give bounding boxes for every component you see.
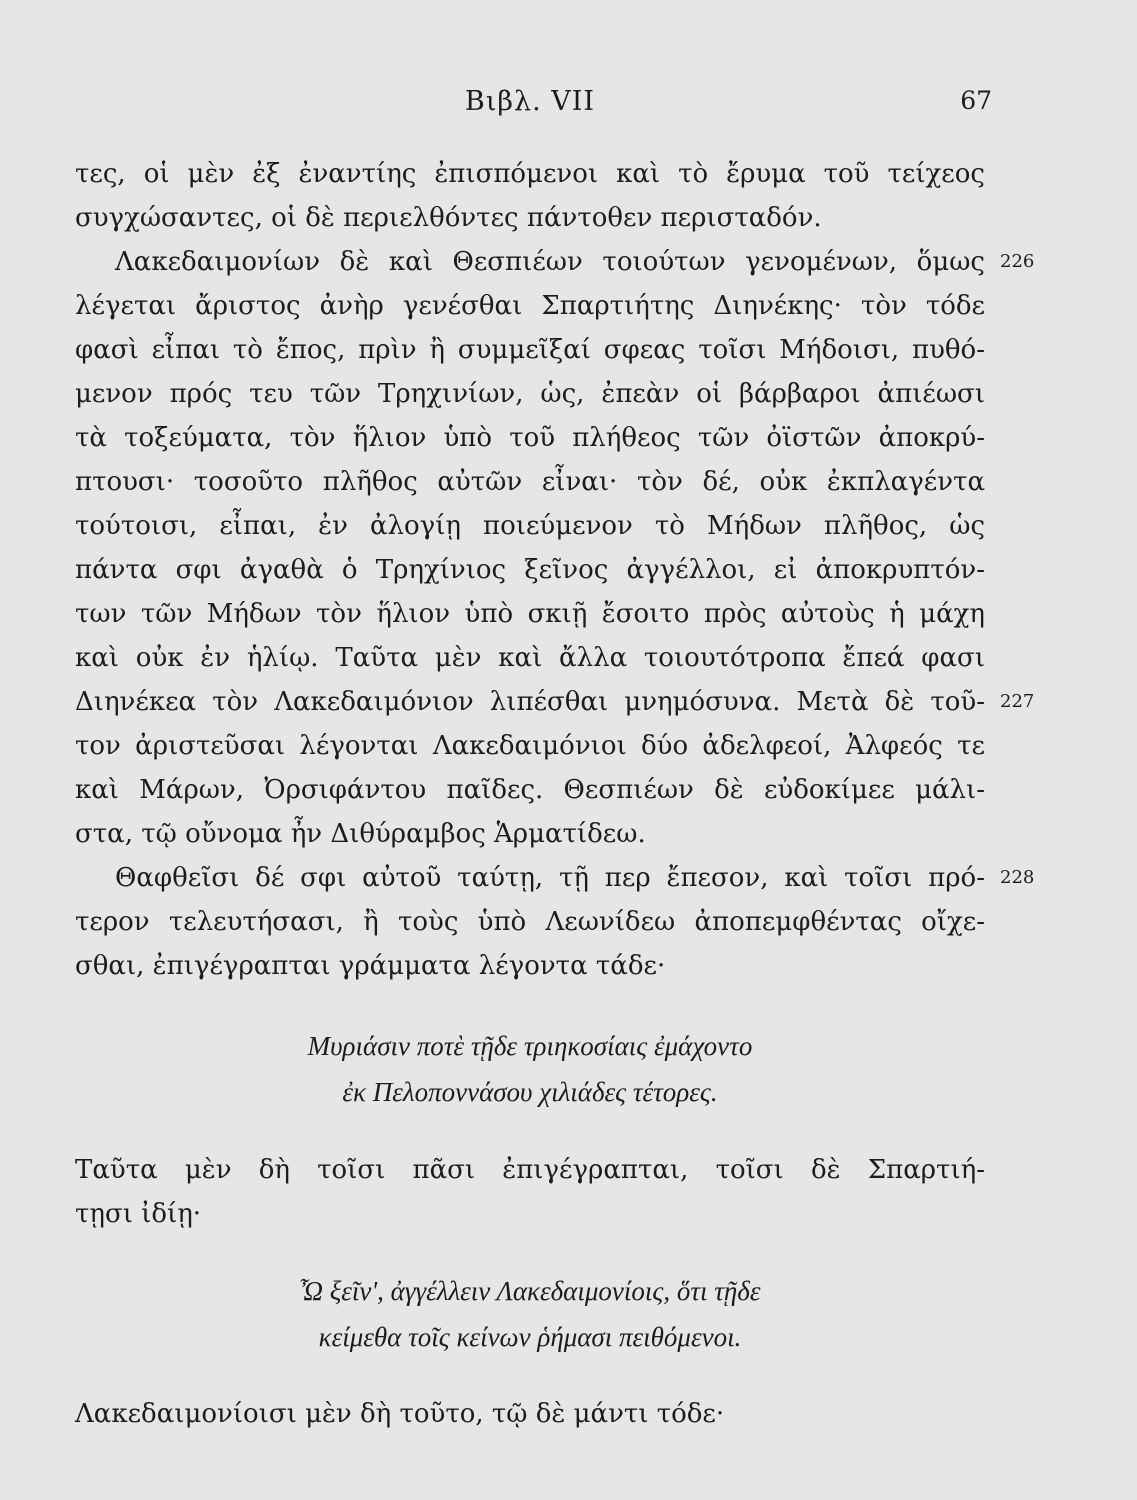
text-line: μενον πρός τευ τῶν Τρηχινίων, ὡς, ἐπεὰν οἱ βάρβαροι ἀπιέωσι [75, 379, 985, 409]
section-number: 227 [1000, 691, 1035, 712]
text-line: Θαφθεῖσι δέ σφι αὐτοῦ ταύτῃ, τῇ περ ἔπεσον, καὶ τοῖσι πρό- [115, 863, 985, 893]
text-line: Ταῦτα μὲν δὴ τοῖσι πᾶσι ἐπιγέγραπται, τοῖσι δὲ Σπαρτιή- [75, 1155, 985, 1185]
text-line: τερον τελευτήσασι, ἢ τοὺς ὑπὸ Λεωνίδεω ἀποπεμφθέντας οἴχε- [75, 907, 985, 937]
epigram-line: Μυριάσιν ποτὲ τῇδε τριηκοσίαις ἐμάχοντο [307, 1031, 753, 1061]
epigram-line: ἐκ Πελοποννάσου χιλιάδες τέτορες. [342, 1077, 718, 1107]
text-line: τούτοισι, εἶπαι, ἐν ἀλογίῃ ποιεύμενον τὸ Μήδων πλῆθος, ὡς [75, 511, 985, 541]
text-line: των τῶν Μήδων τὸν ἥλιον ὑπὸ σκιῇ ἔσοιτο πρὸς αὐτοὺς ἡ μάχη [75, 599, 985, 629]
running-head: Βιβλ. VII [464, 86, 596, 117]
text-line: Λακεδαιμονίων δὲ καὶ Θεσπιέων τοιούτων γενομένων, ὅμως [115, 247, 985, 277]
text-line: συγχώσαντες, οἱ δὲ περιελθόντες πάντοθεν περισταδόν. [75, 203, 822, 233]
epigram-line: κείμεθα τοῖς κείνων ῥήμασι πειθόμενοι. [318, 1322, 742, 1352]
text-line: καὶ Μάρων, Ὀρσιφάντου παῖδες. Θεσπιέων δὲ εὐδοκίμεε μάλι- [75, 775, 985, 805]
text-line: τον ἀριστεῦσαι λέγονται Λακεδαιμόνιοι δύο ἀδελφεοί, Ἀλφεός τε [75, 731, 985, 761]
section-number: 228 [1000, 867, 1035, 888]
text-line: σθαι, ἐπιγέγραπται γράμματα λέγοντα τάδε· [75, 951, 666, 981]
text-line: φασὶ εἶπαι τὸ ἔπος, πρὶν ἢ συμμεῖξαί σφεας τοῖσι Μήδοισι, πυθό- [75, 335, 985, 365]
text-line: τὰ τοξεύματα, τὸν ἥλιον ὑπὸ τοῦ πλήθεος τῶν ὀϊστῶν ἀποκρύ- [75, 423, 985, 453]
text-line: τες, οἱ μὲν ἐξ ἐναντίης ἐπισπόμενοι καὶ τὸ ἔρυμα τοῦ τείχεος [75, 159, 985, 189]
section-number: 226 [1000, 251, 1035, 272]
text-line: τῃσι ἰδίῃ· [75, 1199, 202, 1229]
page-number: 67 [960, 86, 992, 115]
text-line: Λακεδαιμονίοισι μὲν δὴ τοῦτο, τῷ δὲ μάντι τόδε· [75, 1399, 725, 1429]
text-line: καὶ οὐκ ἐν ἡλίῳ. Ταῦτα μὲν καὶ ἄλλα τοιουτότροπα ἔπεά φασι [75, 643, 985, 673]
text-line: πάντα σφι ἀγαθὰ ὁ Τρηχίνιος ξεῖνος ἀγγέλλοι, εἰ ἀποκρυπτόν- [75, 555, 985, 585]
text-line: Διηνέκεα τὸν Λακεδαιμόνιον λιπέσθαι μνημόσυνα. Μετὰ δὲ τοῦ- [75, 687, 985, 717]
text-line: λέγεται ἄριστος ἀνὴρ γενέσθαι Σπαρτιήτης Διηνέκης· τὸν τόδε [75, 291, 985, 321]
epigram-line: Ὦ ξεῖν', ἀγγέλλειν Λακεδαιμονίοις, ὅτι τῇδε [299, 1276, 761, 1306]
text-line: στα, τῷ οὔνομα ἦν Διθύραμβος Ἁρματίδεω. [75, 819, 646, 849]
text-line: πτουσι· τοσοῦτο πλῆθος αὐτῶν εἶναι· τὸν δέ, οὐκ ἐκπλαγέντα [75, 467, 985, 497]
